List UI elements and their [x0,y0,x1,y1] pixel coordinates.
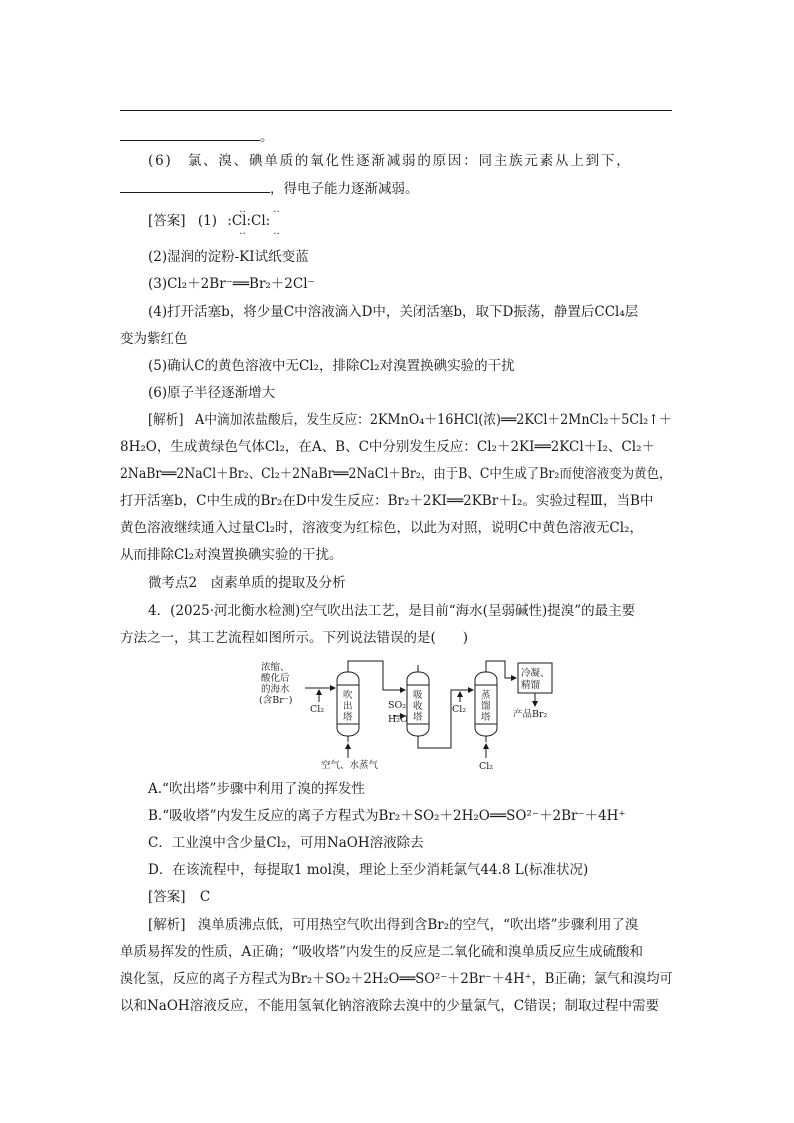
product-label: 产品Br₂ [513,709,548,720]
cl2-label-2: Cl₂ [452,704,467,715]
option-b: B.“吸收塔”内发生反应的离子方程式为Br₂＋SO₂＋2H₂O══SO²⁻＋2Br⁻＋4H⁺ [148,808,626,824]
tower3-char2: 馏 [481,701,491,712]
tower3-char3: 塔 [481,712,491,723]
answer-tag: [答案] [148,213,186,229]
analysis-2-line1: [解析] 溴单质沸点低，可用热空气吹出得到含Br₂的空气，“吹出塔”步骤利用了溴 [148,917,639,933]
feed-label-4: (含Br⁻) [259,695,293,706]
cl2-label-3: Cl₂ [479,761,494,772]
analysis-2-line2: 单质易挥发的性质，A正确；“吸收塔”内发生的反应是二氧化硫和溴单质反应生成硫酸和 [120,944,644,960]
feed-label-2: 酸化后 [261,673,290,684]
section-heading: 微考点2 卤素单质的提取及分析 [148,575,346,591]
option-d: D．在该流程中，每提取1 mol溴，理论上至少消耗氯气44.8 L(标准状况) [148,862,589,878]
box-label-2: 精馏 [521,680,541,691]
box-label-1: 冷凝、 [521,668,550,679]
electron-dots-top: ‥ ‥ [239,204,292,215]
answer-2-row [148,888,210,906]
answer-blank [120,178,270,193]
tower2-char1: 吸 [413,690,423,701]
answer-blank-line [120,110,672,111]
process-flow-diagram [255,660,555,772]
analysis-tag: [解析] [148,917,186,933]
analysis-2-line4: 以和NaOH溶液反应，不能用氢氧化钠溶液除去溴中的少量氯气，C错误；制取过程中需要 [120,998,660,1014]
tower1-char2: 出 [343,701,353,712]
option-c: C．工业溴中含少量Cl₂，可用NaOH溶液除去 [148,835,424,851]
analysis-tag: [解析] [148,412,184,428]
electron-dot-formula: ‥ ‥ :Cl:Cl: ‥ ‥ [227,212,270,230]
answer-5: (5)确认C的黄色溶液中无Cl₂，排除Cl₂对溴置换碘实验的干扰 [148,358,515,374]
answer-4-line2: 变为紫红色 [120,331,188,347]
answer-value: C [199,889,211,905]
answer-blank-end [120,126,274,146]
so2-label: SO₂ [388,700,407,711]
air-steam-label: 空气、水蒸气 [321,760,379,771]
feed-label-3: 的海水 [261,684,290,695]
tower2-char3: 塔 [413,712,423,723]
answer-tag: [答案] [148,889,186,905]
tower2-char2: 收 [413,701,423,712]
analysis-1-line3: 2NaBr══2NaCl＋Br₂、Cl₂＋2NaBr══2NaCl＋Br₂，由于B、C中生成了Br₂而使溶液变为黄色， [120,466,672,482]
analysis-2-line3: 溴化氢，反应的离子方程式为Br₂＋SO₂＋2H₂O══SO²⁻＋2Br⁻＋4H⁺，B正确；氯气和溴均可 [120,971,673,987]
answer-3: (3)Cl₂＋2Br⁻══Br₂＋2Cl⁻ [148,276,315,292]
tower3-char1: 蒸 [481,690,491,701]
analysis-1-line6: 从而排除Cl₂对溴置换碘实验的干扰。 [120,547,343,563]
analysis-1-line1: [解析] A中滴加浓盐酸后，发生反应：2KMnO₄＋16HCl(浓)══2KCl＋2MnCl₂＋5Cl₂↑＋ [148,412,672,428]
answer-1-prefix: (1) [197,213,217,229]
analysis-1-line5: 黄色溶液继续通入过量Cl₂时，溶液变为红棕色，以此为对照，说明C中黄色溶液无Cl₂， [120,520,643,536]
answer-6: (6)原子半径逐渐增大 [148,385,276,401]
feed-label-1: 浓缩、 [261,662,290,673]
answer-1 [148,204,292,237]
analysis-1-line4: 打开活塞b，C中生成的Br₂在D中发生反应：Br₂＋2KI══2KBr＋I₂。实验过程Ⅲ，当B中 [120,493,654,509]
tower1-char3: 塔 [343,712,353,723]
electron-dots-bottom: ‥ ‥ [239,226,292,237]
question-4-line2: 方法之一，其工艺流程如图所示。下列说法错误的是( ) [120,630,469,646]
question-6-line2: ，得电子能力逐渐减弱。 [120,178,419,198]
question-4-line1: 4．(2025·河北衡水检测)空气吹出法工艺，是目前“海水(呈弱碱性)提溴”的最主要 [148,603,636,619]
option-a: A.“吹出塔”步骤中利用了溴的挥发性 [148,781,365,797]
cl2-label-1: Cl₂ [310,704,325,715]
analysis-1-line2: 8H₂O，生成黄绿色气体Cl₂，在A、B、C中分别发生反应：Cl₂＋2KI══2KCl＋I₂、Cl₂＋ [120,439,655,455]
answer-4-line1: (4)打开活塞b，将少量C中溶液滴入D中，关闭活塞b，取下D振荡，静置后CCl₄层 [148,304,639,320]
answer-2: (2)湿润的淀粉-KI试纸变蓝 [148,249,309,265]
answer-blank [120,126,260,141]
tower1-char1: 吹 [343,690,353,701]
question-6-line1: (6) 氯、溴、碘单质的氧化性逐渐减弱的原因：同主族元素从上到下， [148,153,632,169]
h2o-label: H₂O [388,714,408,725]
period: 。 [260,129,274,145]
